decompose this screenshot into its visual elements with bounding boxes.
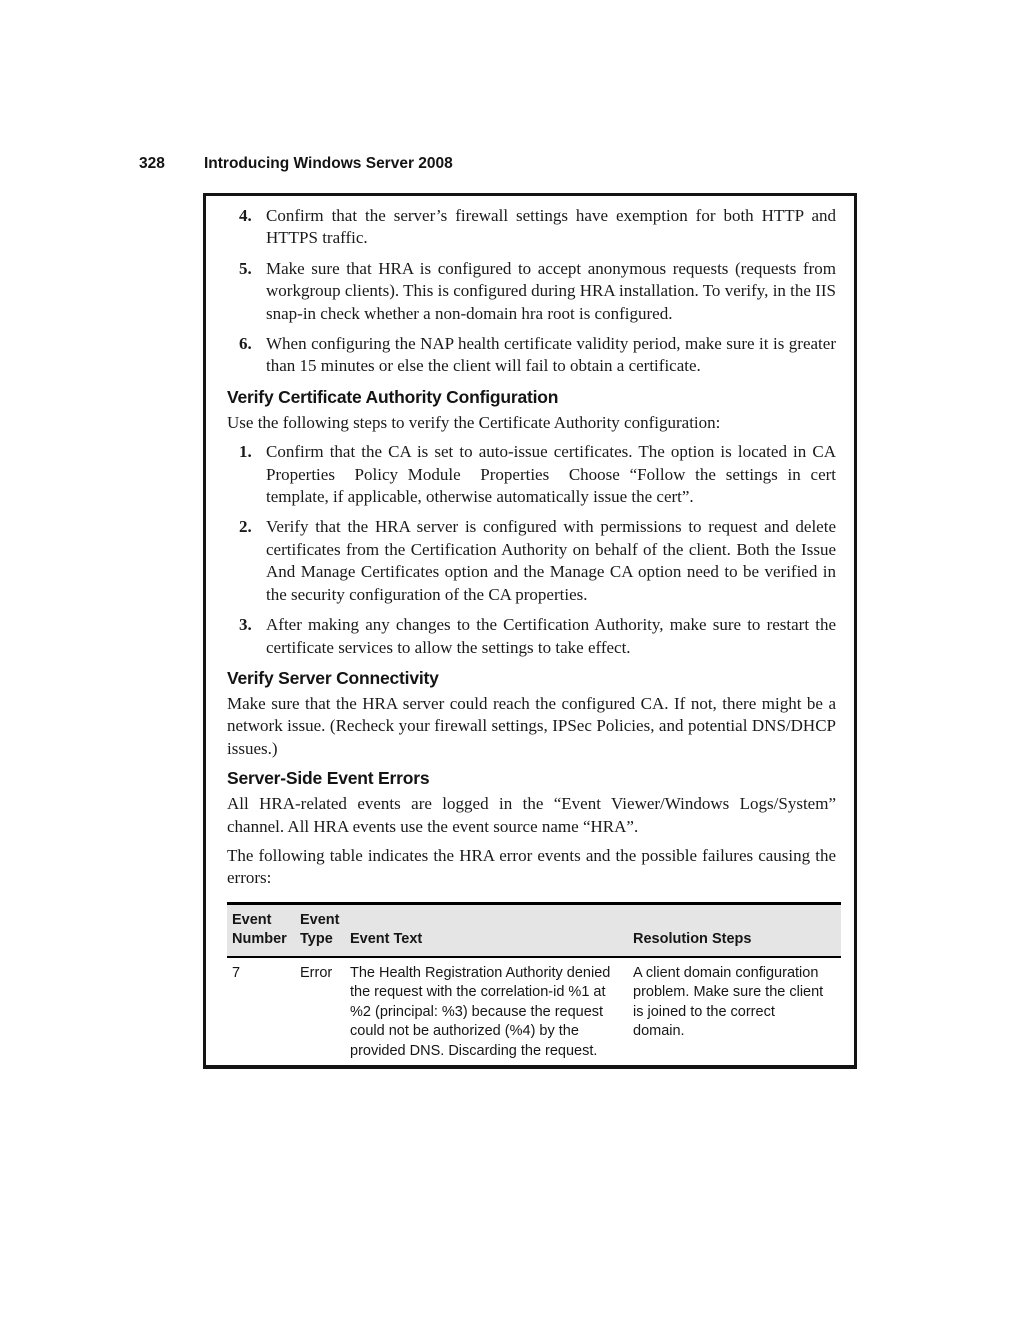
list-item-number: 6. <box>239 334 252 354</box>
list-item-number: 4. <box>239 206 252 225</box>
table-intro-paragraph: The following table indicates the HRA error events and the possible failures causing the errors: <box>227 845 836 888</box>
section-intro-verify-ca: Use the following steps to verify the Certificate Authority configuration: <box>227 412 721 432</box>
list-item <box>227 333 836 378</box>
list-item-number: 1. <box>239 442 252 462</box>
page-number: 328 <box>139 155 165 172</box>
list-item <box>227 516 836 606</box>
event-errors-table-header <box>227 903 841 957</box>
section-body-server-connectivity: Make sure that the HRA server could reach the configured CA. If not, there might be a network issue. (Recheck your firewall settings, IPSec Policies, and potential DNS/DHCP issues.) <box>227 693 836 758</box>
list-item-number: 3. <box>239 615 252 635</box>
running-title: Introducing Windows Server 2008 <box>204 155 453 172</box>
content-box <box>203 193 857 1069</box>
cell-event-type: Error <box>300 964 333 981</box>
list-item-text: Make sure that HRA is configured to accept anonymous requests (requests from workgroup clients). This is configured during HRA installation. To verify, in the IIS snap-in check whether a non-domain hra root is configured. <box>266 258 836 323</box>
list-item <box>227 258 836 325</box>
list-item <box>227 614 836 659</box>
list-item-number: 2. <box>239 517 252 537</box>
section-heading-verify-ca-configuration: Verify Certificate Authority Configuration <box>227 386 559 407</box>
section-heading-verify-server-connectivity: Verify Server Connectivity <box>227 667 439 688</box>
numbered-list-ca-verification <box>227 441 854 659</box>
column-header-event-text: Event Text <box>350 903 633 957</box>
table-row <box>227 957 841 1062</box>
cell-event-text: The Health Registration Authority denied the request with the correlation-id %1 at %2 (principal: %3) because the request could not be authorized (%4) by the provided DNS. Discarding the request. <box>350 964 611 1059</box>
list-item <box>227 441 836 508</box>
list-item-text: After making any changes to the Certification Authority, make sure to restart the certificate services to allow the settings to take effect. <box>266 615 836 657</box>
list-item-text: Confirm that the server’s firewall settings have exemption for both HTTP and HTTPS traffic. <box>266 206 836 248</box>
list-item-text: When configuring the NAP health certificate validity period, make sure it is greater than 15 minutes or else the client will fail to obtain a certificate. <box>266 334 836 376</box>
list-item-text: Verify that the HRA server is configured with permissions to request and delete certificates from the Certification Authority on behalf of the client. Both the Issue And Manage Certificates option and the Manage CA option need to be verified in the security configuration of the CA properties. <box>266 517 836 604</box>
list-item <box>227 205 836 250</box>
event-errors-table <box>227 902 841 1062</box>
column-header-event-number: Event Number <box>227 903 300 957</box>
list-item-number: 5. <box>239 258 252 278</box>
column-header-resolution-steps: Resolution Steps <box>633 903 841 957</box>
section-heading-server-side-event-errors: Server-Side Event Errors <box>227 768 430 789</box>
page-header <box>139 155 453 173</box>
list-item-text: Confirm that the CA is set to auto-issue certificates. The option is located in CA Properties Policy Module Properties Choose “Follow the settings in cert template, if applicable, otherwise automatically issue the cert”. <box>266 442 836 507</box>
numbered-list-hra-checks <box>227 205 854 378</box>
cell-event-number: 7 <box>232 964 241 981</box>
cell-resolution-steps: A client domain configuration problem. Make sure the client is joined to the correct domain. <box>633 964 824 1040</box>
column-header-event-type: Event Type <box>300 903 350 957</box>
section-body-event-errors: All HRA-related events are logged in the “Event Viewer/Windows Logs/System” channel. All HRA events use the event source name “HRA”. <box>227 794 836 836</box>
